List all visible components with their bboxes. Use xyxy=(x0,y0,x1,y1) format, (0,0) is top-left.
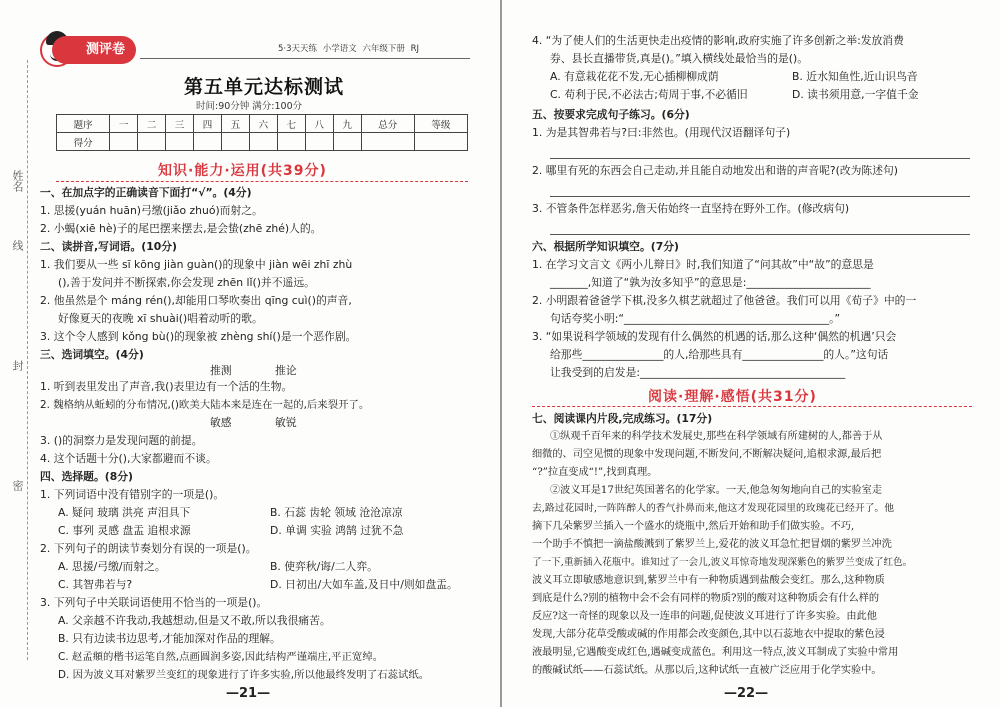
question-line[interactable]: 2. 小明跟着爸爸学下棋,没多久棋艺就超过了他爸爸。我们可以用《荀子》中的一 xyxy=(532,294,917,307)
question-line[interactable]: 2. 魏格纳从蚯蚓的分布情况,()欧美大陆本来是连在一起的,后来裂开了。 xyxy=(40,399,370,411)
score-input-cell[interactable] xyxy=(138,133,166,151)
margin-secret-label: 密 xyxy=(11,480,24,491)
table-cell: 等级 xyxy=(414,115,467,133)
question-line[interactable]: 1. 在学习文言文《两小儿辩日》时,我们知道了“问其故”中“故”的意思是 xyxy=(532,258,874,271)
choice-d[interactable]: D. 因为波义耳对紫罗兰变红的现象进行了许多实验,所以他最终发明了石蕊试纸。 xyxy=(58,669,430,681)
word-choice-pair: 敏感 敏锐 xyxy=(210,416,297,429)
choice-c[interactable]: C. 赵孟頫的楷书运笔自然,点画圆润多姿,因此结构严谨端庄,平正宽绰。 xyxy=(58,651,384,663)
question-line[interactable]: 句话夸奖小明:“______________________________________。” xyxy=(550,312,841,325)
passage-line: 摘下几朵紫罗兰插入一个盛水的烧瓶中,然后开始和助手们做实验。不巧, xyxy=(532,521,855,532)
table-cell: 四 xyxy=(193,115,221,133)
passage-line: 一个助手不慎把一滴盐酸溅到了紫罗兰上,爱花的波义耳急忙把冒烟的紫罗兰冲洗 xyxy=(532,539,892,550)
margin-line-label: 线 xyxy=(11,240,24,251)
table-cell: 得分 xyxy=(57,133,110,151)
question-line[interactable]: 4. “为了使人们的生活更快走出疫情的影响,政府实施了许多创新之举:发放消费 xyxy=(532,34,904,47)
choice-b[interactable]: B. 只有边读书边思考,才能加深对作品的理解。 xyxy=(58,632,281,645)
score-input-cell[interactable] xyxy=(249,133,277,151)
table-cell: 题序 xyxy=(57,115,110,133)
score-input-cell[interactable] xyxy=(277,133,305,151)
score-table-score-row xyxy=(57,133,468,151)
table-cell: 二 xyxy=(138,115,166,133)
question-heading: 三、选词填空。(4分) xyxy=(40,348,144,361)
question-line[interactable]: 3. “如果说科学领域的发现有什么偶然的机遇的话,那么这种‘偶然的机遇’只会 xyxy=(532,330,897,343)
table-cell: 九 xyxy=(333,115,361,133)
question-line[interactable]: 好像夏天的夜晚 xī shuài()唱着动听的歌。 xyxy=(58,312,263,325)
choice-b[interactable]: B. 石蕊 齿轮 领域 沧沧凉凉 xyxy=(270,506,403,519)
question-line[interactable]: 2. 他虽然是个 máng rén(),却能用口琴吹奏出 qīng cuì()的声音, xyxy=(40,294,352,307)
question-line: 3. 不管条件怎样恶劣,詹天佑始终一直坚持在野外工作。(修改病句) xyxy=(532,202,850,215)
question-heading: 二、读拼音,写词语。(10分) xyxy=(40,240,177,253)
score-input-cell[interactable] xyxy=(361,133,414,151)
question-line[interactable]: 2. 下列句子的朗读节奏划分有误的一项是()。 xyxy=(40,542,257,555)
choice-a[interactable]: A. 思援/弓缴/而射之。 xyxy=(58,560,166,573)
question-heading: 六、根据所学知识填空。(7分) xyxy=(532,240,679,253)
header-rule xyxy=(140,58,470,59)
choice-d[interactable]: D. 读书须用意,一字值千金 xyxy=(792,88,919,101)
question-line[interactable]: 2. 小蝎(xiē hè)子的尾巴摆来摆去,是会蛰(zhē zhé)人的。 xyxy=(40,222,322,235)
answer-line[interactable] xyxy=(550,158,970,159)
question-heading: 一、在加点字的正确读音下面打“√”。(4分) xyxy=(40,186,252,199)
question-line[interactable]: 给那些_______________的人,给那些具有_______________的人。”这句话 xyxy=(550,348,889,361)
passage-line: ②波义耳是17世纪英国著名的化学家。一天,他急匆匆地向自己的实验室走 xyxy=(550,485,883,496)
test-time-score: 时间:90分钟 满分:100分 xyxy=(196,101,303,112)
passage-line: “?”拉直变成“!”,找到真理。 xyxy=(532,467,658,478)
question-line[interactable]: 3. ()的洞察力是发现问题的前提。 xyxy=(40,434,203,447)
answer-line[interactable] xyxy=(550,234,970,235)
passage-line: 到底是什么?别的植物中会不会有同样的物质?别的酸对这种物质会有什么样的 xyxy=(532,593,880,604)
choice-d[interactable]: D. 单调 实验 鸿鹄 过犹不急 xyxy=(270,524,404,537)
section-head-knowledge: 知识·能力·运用(共39分) xyxy=(158,163,327,179)
table-cell: 三 xyxy=(166,115,194,133)
passage-line: ①纵观千百年来的科学技术发展史,那些在科学领域有所建树的人,都善于从 xyxy=(550,431,883,442)
page-22 xyxy=(502,0,1000,707)
question-line[interactable]: 1. 下列词语中没有错别字的一项是()。 xyxy=(40,488,225,501)
question-line[interactable]: 券、县长直播带货,真是()。”填入横线处最恰当的是()。 xyxy=(550,52,809,65)
score-input-cell[interactable] xyxy=(193,133,221,151)
choice-a[interactable]: A. 有意栽花花不发,无心插柳柳成荫 xyxy=(550,70,719,83)
choice-b[interactable]: B. 近水知鱼性,近山识鸟音 xyxy=(792,70,918,83)
passage-line: 反应?这一奇怪的现象以及一连串的问题,促使波义耳进行了许多实验。由此他 xyxy=(532,611,877,622)
choice-d[interactable]: D. 日初出/大如车盖,及日中/则如盘盂。 xyxy=(270,578,458,591)
section-divider xyxy=(532,406,972,407)
question-heading: 七、阅读课内片段,完成练习。(17分) xyxy=(532,412,713,425)
choice-c[interactable]: C. 苟利于民,不必法古;苟周于事,不必循旧 xyxy=(550,88,748,101)
choice-b[interactable]: B. 使弈秋/诲/二人弈。 xyxy=(270,560,378,573)
question-line[interactable]: 让我受到的启发是:______________________________________ xyxy=(550,366,846,379)
score-input-cell[interactable] xyxy=(166,133,194,151)
answer-line[interactable] xyxy=(550,196,970,197)
table-cell: 八 xyxy=(305,115,333,133)
question-line: 2. 哪里有死的东西会自己走动,并且能自动地发出和谐的声音呢?(改为陈述句) xyxy=(532,164,899,177)
score-input-cell[interactable] xyxy=(110,133,138,151)
question-line[interactable]: _______,知道了“孰为汝多知乎”的意思是:_______________________ xyxy=(550,276,871,289)
table-cell: 六 xyxy=(249,115,277,133)
word-choice-pair: 推测 推论 xyxy=(210,364,297,377)
choice-a[interactable]: A. 父亲越不许我动,我越想动,但是又不敢,所以我很痛苦。 xyxy=(58,614,331,627)
page-title: 第五单元达标测试 xyxy=(184,76,345,98)
score-input-cell[interactable] xyxy=(333,133,361,151)
passage-line: 液最明显,它遇酸变成红色,遇碱变成蓝色。利用这一特点,波义耳制成了实验中常用 xyxy=(532,647,899,658)
question-line: 1. 为是其智弗若与?曰:非然也。(用现代汉语翻译句子) xyxy=(532,126,791,139)
series-header: 5·3天天练 小学语文 六年级下册 RJ xyxy=(278,44,420,54)
binding-dashed-line xyxy=(27,60,28,660)
page-number: —22— xyxy=(724,686,769,701)
question-line[interactable]: (),善于发问并不断探索,你会发现 zhēn lǐ()并不遥远。 xyxy=(58,276,315,289)
table-cell: 一 xyxy=(110,115,138,133)
passage-line: 的酸碱试纸——石蕊试纸。从那以后,这种试纸一直被广泛应用于化学实验中。 xyxy=(532,665,882,676)
passage-line: 去,路过花园时,一阵阵醉人的香气扑鼻而来,他这才发现花园里的玫瑰花已经开了。他 xyxy=(532,503,895,514)
passage-line: 波义耳立即敏感地意识到,紫罗兰中有一种物质遇到盐酸会变红。那么,这种物质 xyxy=(532,575,885,586)
margin-name-label: 姓名 xyxy=(11,170,24,192)
score-table-header-row xyxy=(57,115,468,133)
table-cell: 五 xyxy=(221,115,249,133)
passage-line: 了一下,重新插入花瓶中。谁知过了一会儿,波义耳惊奇地发现深紫色的紫罗兰变成了红色。 xyxy=(532,557,913,568)
question-line[interactable]: 3. 这个令人感到 kǒng bù()的现象被 zhèng shí()是一个恶作剧。 xyxy=(40,330,357,343)
test-badge: 测评卷 xyxy=(52,36,136,64)
choice-a[interactable]: A. 疑问 玻璃 洪亮 声泪具下 xyxy=(58,506,191,519)
passage-line: 细微的、司空见惯的现象中发现问题,不断发问,不断解决疑问,追根求源,最后把 xyxy=(532,449,882,460)
table-cell: 七 xyxy=(277,115,305,133)
choice-c[interactable]: C. 事列 灵感 盘盂 追根求源 xyxy=(58,524,191,537)
choice-c[interactable]: C. 其智弗若与? xyxy=(58,578,133,591)
section-head-reading: 阅读·理解·感悟(共31分) xyxy=(648,389,817,405)
score-table xyxy=(56,114,468,151)
question-line[interactable]: 4. 这个话题十分(),大家都避而不谈。 xyxy=(40,452,217,465)
question-heading: 五、按要求完成句子练习。(6分) xyxy=(532,108,690,121)
question-line[interactable]: 3. 下列句子中关联词语使用不恰当的一项是()。 xyxy=(40,596,268,609)
score-input-cell[interactable] xyxy=(305,133,333,151)
question-heading: 四、选择题。(8分) xyxy=(40,470,133,483)
page-number: —21— xyxy=(226,686,271,701)
table-cell: 总分 xyxy=(361,115,414,133)
score-input-cell[interactable] xyxy=(221,133,249,151)
question-line[interactable]: 1. 思援(yuán huān)弓缴(jiǎo zhuó)而射之。 xyxy=(40,204,263,217)
question-line[interactable]: 1. 听到表里发出了声音,我()表里边有一个活的生物。 xyxy=(40,380,293,393)
margin-seal-label: 封 xyxy=(11,360,24,371)
score-input-cell[interactable] xyxy=(414,133,467,151)
section-divider xyxy=(56,181,468,182)
question-line[interactable]: 1. 我们要从一些 sī kōng jiàn guàn()的现象中 jiàn wēi zhī zhù xyxy=(40,258,353,271)
passage-line: 发现,大部分花草受酸或碱的作用都会改变颜色,其中以石蕊地衣中提取的紫色浸 xyxy=(532,629,885,640)
